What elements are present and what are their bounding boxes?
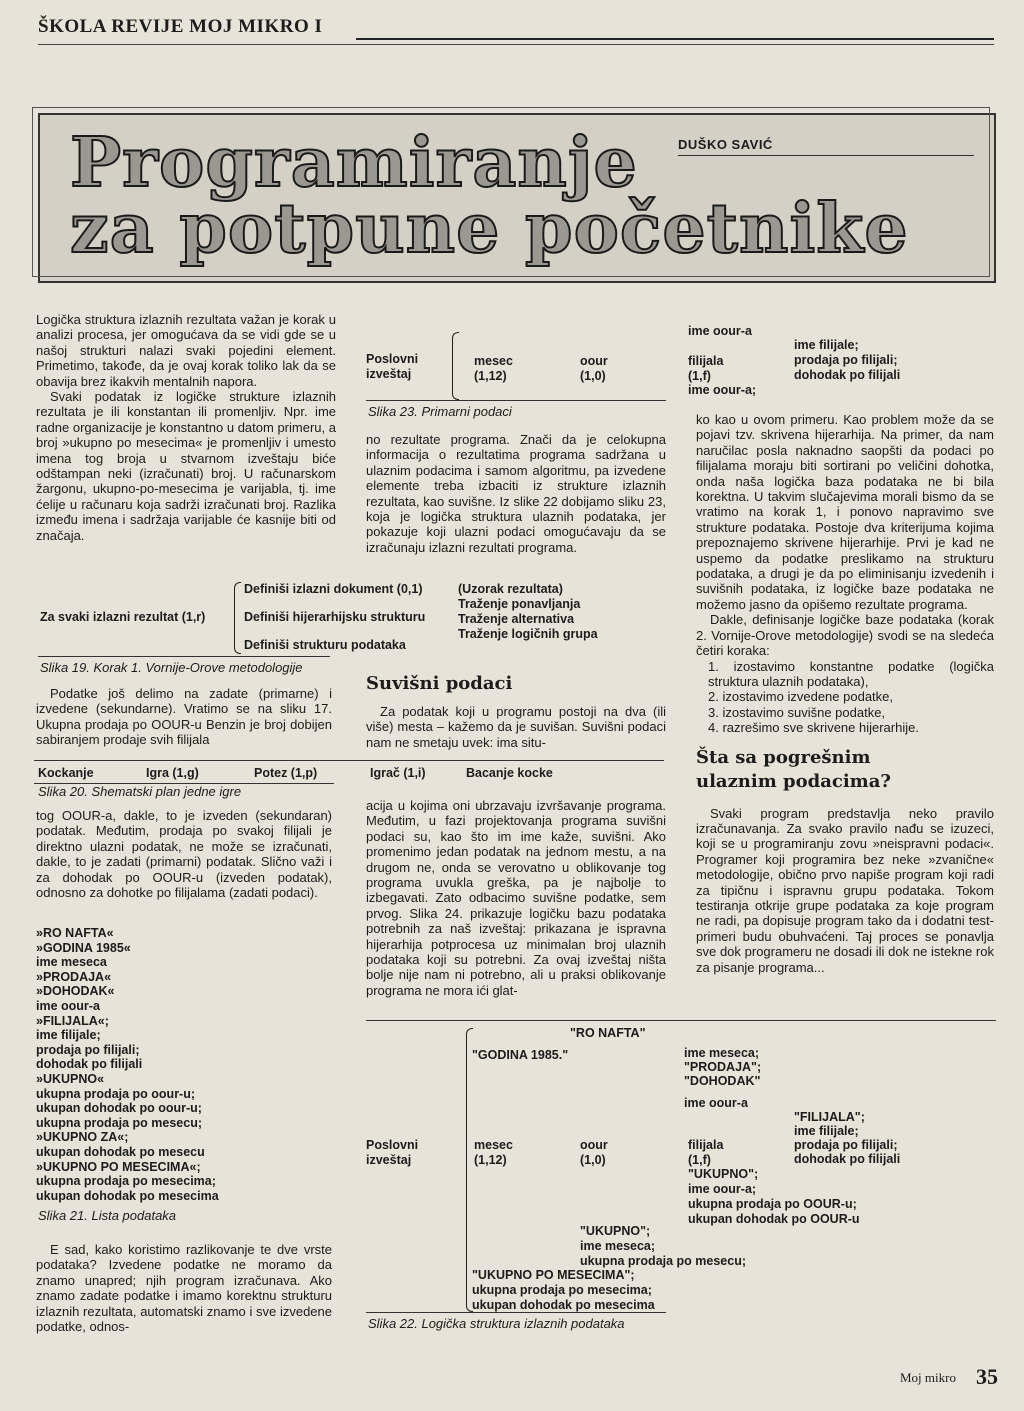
fig19-caption: Slika 19. Korak 1. Vornije-Orove metodologije <box>40 660 303 675</box>
author-name: DUŠKO SAVIĆ <box>678 137 773 152</box>
title-line-1: Programiranje <box>70 123 638 203</box>
fig21-line: »DOHODAK« <box>36 984 115 999</box>
fig23-oour-count: (1,0) <box>580 369 606 383</box>
fig22-dohodak-po-filijali: dohodak po filijali <box>794 1152 901 1166</box>
running-head-rule <box>356 38 994 40</box>
col1-bottom <box>36 1242 332 1334</box>
fig22-ime-filijale: ime filijale; <box>794 1124 859 1138</box>
fig21-line: ukupan dohodak po oour-u; <box>36 1101 202 1116</box>
fig21-line: »FILIJALA«; <box>36 1013 109 1028</box>
fig22-ime-meseca: ime meseca; <box>684 1046 760 1060</box>
fig21-caption: Slika 21. Lista podataka <box>38 1208 177 1223</box>
fig22-ukupno-mesec: "UKUPNO"; <box>580 1224 651 1238</box>
fig22-ukupna-prodaja-mesec: ukupna prodaja po mesecu; <box>580 1254 747 1268</box>
fig22-ime-oour-a: ime oour-a <box>684 1096 748 1110</box>
fig20-potez: Potez (1,p) <box>254 766 318 780</box>
fig22-top-rule <box>366 1020 996 1021</box>
fig20-kockanje: Kockanje <box>38 766 94 780</box>
fig22-ukupan-dohodak-mesecima: ukupan dohodak po mesecima <box>472 1298 655 1312</box>
fig21-line: »PRODAJA« <box>36 969 112 984</box>
fig23-dohodak-po-filijali: dohodak po filijali <box>794 368 901 382</box>
fig23-brace <box>452 332 459 400</box>
running-head: ŠKOLA REVIJE MOJ MIKRO I <box>38 16 323 37</box>
fig22-ukupna-prodaja-mesecima: ukupna prodaja po mesecima; <box>472 1283 652 1297</box>
fig20-igrac: Igrač (1,i) <box>370 766 426 780</box>
fig22-ime-oour-a-2: ime oour-a; <box>688 1182 757 1196</box>
fig20-igra: Igra (1,g) <box>146 766 199 780</box>
fig20-bacanje-kocke: Bacanje kocke <box>466 766 553 780</box>
fig22-mesec-count: (1,12) <box>474 1153 507 1167</box>
col3-steps <box>696 659 994 736</box>
fig22-caption: Slika 22. Logička struktura izlaznih podataka <box>368 1316 625 1331</box>
fig22-oour-count: (1,0) <box>580 1153 606 1167</box>
fig22-prodaja-po-filijali: prodaja po filijali; <box>794 1138 898 1152</box>
figure-22 <box>366 1024 996 1314</box>
fig22-bottom-rule <box>366 1312 666 1313</box>
col3-paragraph-1: ko kao u ovom primeru. Kao problem može da se pojavi tzv. skrivena hijerarhija. Na primer, da nam naručilac posla naknadno saopšti da podaci po filijalama moraju biti sortirani po veličini dohotka, onda naša logička baza podataka ne bi bila korektna. U takvim slučajevima morali bismo da se vratimo na korak 1, i ponovo napravimo sve strukture podataka. Postoje dva kriterijuma kojima prepoznajemo skrivene hijerarhije. Prvi je kad ne uspemo da podatke preslikamo na strukturu podataka, a drugi je da po eliminisanju izvedenih i suvišnih podataka, iz logičke baze podataka ne možemo jasno da opišemo rezultate programa. <box>696 412 994 612</box>
fig22-godina: "GODINA 1985." <box>472 1048 569 1062</box>
fig21-line: ime filijale; <box>36 1028 101 1043</box>
fig19-brace <box>234 582 241 654</box>
fig20-top-rule <box>34 760 664 761</box>
col1-paragraph-1: Logička struktura izlaznih rezultata važan je korak u analizi procesa, jer omogućava da se vidi gde se u našoj strukturi nalazi svaki pojedini element. Primetimo, takođe, da je ovaj korak toliko lak da se obavija brez ikakvih mentalnih napora. <box>36 312 336 389</box>
fig19-uzorak-rezultata: (Uzorak rezultata) <box>458 582 563 596</box>
fig22-filijala: filijala <box>688 1138 724 1152</box>
page-number: 35 <box>976 1364 998 1389</box>
fig19-rule <box>38 656 330 657</box>
fig21-line: »UKUPNO« <box>36 1071 105 1086</box>
fig19-trazenje-grupa: Traženje logičnih grupa <box>458 627 598 641</box>
fig22-mesec: mesec <box>474 1138 513 1152</box>
figure-21-list <box>36 926 336 1203</box>
fig23-ime-filijale: ime filijale; <box>794 338 859 352</box>
footer-magazine: Moj mikro <box>900 1370 956 1385</box>
author-rule <box>678 155 974 156</box>
fig22-oour: oour <box>580 1138 608 1152</box>
fig23-rule <box>366 400 666 401</box>
fig23-oour: oour <box>580 354 608 368</box>
fig21-line: »UKUPNO PO MESECIMA«; <box>36 1159 201 1174</box>
col1-paragraph-5: E sad, kako koristimo razlikovanje te dve vrste podataka? Izvedene podatke ne moramo da znamo unapred; njih program izračunava. Ako znamo zadate podatke i imamo korektnu strukturu izlaznih rezultata, automatski znamo i sve izvedene podatke, odnos- <box>36 1242 332 1335</box>
col2-paragraph-1: no rezultate programa. Znači da je celokupna informacija o rezultatima programa sadržana u ulaznim podacima i samom algoritmu, pa izvedene elemente treba izbaciti iz strukture izlaznih rezultata, kao suvišne. Iz slike 22 dobijamo sliku 23, koja je logička struktura ulaznih podataka, jer pokazuje koji ulazni podaci omogućavaju da se izračunaju izlazni rezultati programa. <box>366 432 666 555</box>
fig22-ukupno-oour: "UKUPNO"; <box>688 1167 759 1181</box>
col1-paragraph-4: tog OOUR-a, dakle, to je izveden (sekundaran) podatak. Međutim, prodaja po svakoj filijali je direktno ulazni podatak, ne može se izračunati, dakle, to je zadati (primarni) podatak. Slično važi i za dohodak po OOUR-u (izveden podatak), odnosno za dohotke po filijalama (zadati podaci). <box>36 808 332 901</box>
col3-step-2: 2. izostavimo izvedene podatke, <box>708 689 893 705</box>
col1-top <box>36 312 336 543</box>
fig21-line: »RO NAFTA« <box>36 926 114 940</box>
running-head-rule-thin <box>38 44 994 45</box>
col2-paragraph-2: Za podatak koji u programu postoji na dva (ili više) mesta – kažemo da je suvišan. Suvišni podaci nam ne smetaju uvek: ima situ- <box>366 704 666 750</box>
col3-step-4: 4. razrešimo sve skrivene hijerarhije. <box>708 720 919 736</box>
fig21-line: »UKUPNO ZA«; <box>36 1130 129 1145</box>
heading-suvisni-podaci: Suvišni podaci <box>366 673 513 694</box>
fig19-trazenje-ponavljanja: Traženje ponavljanja <box>458 597 581 611</box>
fig19-za-svaki-izlazni: Za svaki izlazni rezultat (1,r) <box>40 610 206 624</box>
col1-mid <box>36 686 332 748</box>
fig22-ukupno-po-mesecima: "UKUPNO PO MESECIMA"; <box>472 1268 635 1282</box>
fig19-definisi-hijerarhiju: Definiši hijerarhijsku strukturu <box>244 610 426 624</box>
fig19-trazenje-alternativa: Traženje alternativa <box>458 612 575 626</box>
fig22-dohodak: "DOHODAK" <box>684 1074 761 1088</box>
fig23-mesec: mesec <box>474 354 513 368</box>
fig20-caption: Slika 20. Shematski plan jedne igre <box>38 784 242 799</box>
fig21-line: ime meseca <box>36 955 107 970</box>
fig22-ro-nafta: "RO NAFTA" <box>570 1026 646 1040</box>
fig22-poslovni-izvestaj: Poslovni izveštaj <box>366 1138 419 1167</box>
fig19-definisi-dokument: Definiši izlazni dokument (0,1) <box>244 582 423 596</box>
col1-lower <box>36 808 332 900</box>
fig22-ukupna-prodaja-oour: ukupna prodaja po OOUR-u; <box>688 1197 857 1211</box>
fig21-line: »GODINA 1985« <box>36 940 131 955</box>
fig21-line: ukupan dohodak po mesecu <box>36 1144 205 1159</box>
col2-lower <box>366 798 666 998</box>
col3-paragraph-2: Dakle, definisanje logičke baze podataka (korak 2. Vornije-Orove metodologije) svodi se na sledeća četiri koraka: <box>696 612 994 659</box>
fig22-filijala-label: "FILIJALA"; <box>794 1110 865 1124</box>
fig23-ime-oour-bottom: ime oour-a; <box>688 383 757 397</box>
fig23-mesec-count: (1,12) <box>474 369 507 383</box>
fig21-line: ukupna prodaja po oour-u; <box>36 1086 196 1101</box>
col2-top <box>366 432 666 555</box>
fig22-ukupan-dohodak-oour: ukupan dohodak po OOUR-u <box>688 1212 860 1226</box>
fig21-line: dohodak po filijali <box>36 1057 143 1072</box>
fig22-filijala-count: (1,f) <box>688 1153 711 1167</box>
fig23-poslovni-izvestaj: Poslovni izveštaj <box>366 352 419 381</box>
title-line-2: za potpune početnike <box>70 189 909 269</box>
col3-top <box>696 412 994 975</box>
fig23-filijala: filijala <box>688 354 724 368</box>
fig21-line: ukupna prodaja po mesecu; <box>36 1115 203 1130</box>
figure-19 <box>38 578 658 658</box>
fig21-line: ukupan dohodak po mesecima <box>36 1188 219 1203</box>
title-box <box>38 113 996 283</box>
fig21-line: ukupna prodaja po mesecima; <box>36 1174 216 1189</box>
fig22-ime-meseca-2: ime meseca; <box>580 1239 656 1253</box>
col3-step-1: 1. izostavimo konstantne podatke (logička struktura ulaznih podataka), <box>708 658 994 689</box>
fig23-caption: Slika 23. Primarni podaci <box>368 404 512 419</box>
fig19-definisi-strukturu: Definiši strukturu podataka <box>244 638 406 652</box>
fig21-line: prodaja po filijali; <box>36 1042 140 1057</box>
col3-paragraph-3: Svaki program predstavlja neko pravilo izračunavanja. Za svako pravilo nađu se izuzeci, koji se u programiranju zovu »neispravni podaci«. Programer koji programira bez neke »zvanične« metodologije, obično prvo napiše program koji radi za tipičnu i ispravnu grupu podataka. Tokom testiranja otkrije grupe podataka za koje program ne radi, pa dopisuje program tako da i dodatni test-primeri budu obuhvaćeni. Taj proces se ponavlja sve dok programeru ne dosadi ili dok ne istekne rok za pisanje programa... <box>696 805 994 975</box>
fig23-ime-oour-top: ime oour-a <box>688 324 752 338</box>
col2-paragraph-3: acija u kojima oni ubrzavaju izvršavanje programa. Međutim, u fazi projektovanja programa suvišni podaci su, kao što im ime kaže, suvišni. Ako promenimo jedan podatak na jednom mestu, a na drugom ne, onda se verovatno u oblikovanje tog programa uvukla greška, pa je najbolje to izbegavati. Zato odbacimo suvišne podatke, sem prvog. Slika 24. prikazuje logičku bazu podataka potrebnih za naš izveštaj: prikazana je ispravna hijerarhija potprocesa uz minimalan broj ulaznih podataka koji su potrebni. Za ovaj izveštaj ništa bolje nije nam ni potrebno, ali u praksi oblikovanje programa ne mora ići glat- <box>366 798 666 998</box>
fig21-line: ime oour-a <box>36 998 100 1013</box>
col1-paragraph-2: Svaki podatak iz logičke strukture izlaznih rezultata je ili konstantan ili promenljiv. Npr. ime radne organizacije je konstantno u datom primeru, a broj »ukupno po mesecima« je promenljiv i umesto imena tog broja u stvarnom izveštaju biće odštampan neki (izračunati) broj. U računarskom žargonu, ukupno-po-mesecima je varijabla, tj. ime ćelije u računaru koja sadrži izračunati broj. Razlika između imena i sadržaja varijable će kasnije biti od značaja. <box>36 389 336 543</box>
heading-pogresni-podaci: Šta sa pogrešnim ulaznim podacima? <box>696 746 891 792</box>
col1-paragraph-3: Podatke još delimo na zadate (primarne) i izvedene (sekundarne). Vratimo se na sliku 17. Ukupna prodaja po OOUR-u Benzin je broj dobijen sabiranjem prodaje svih filijala <box>36 686 332 748</box>
fig22-prodaja: "PRODAJA"; <box>684 1060 762 1074</box>
col3-step-3: 3. izostavimo suvišne podatke, <box>708 704 886 720</box>
col2-mid <box>366 704 666 750</box>
fig23-prodaja-po-filijali: prodaja po filijali; <box>794 353 898 367</box>
fig23-filijala-count: (1,f) <box>688 369 711 383</box>
